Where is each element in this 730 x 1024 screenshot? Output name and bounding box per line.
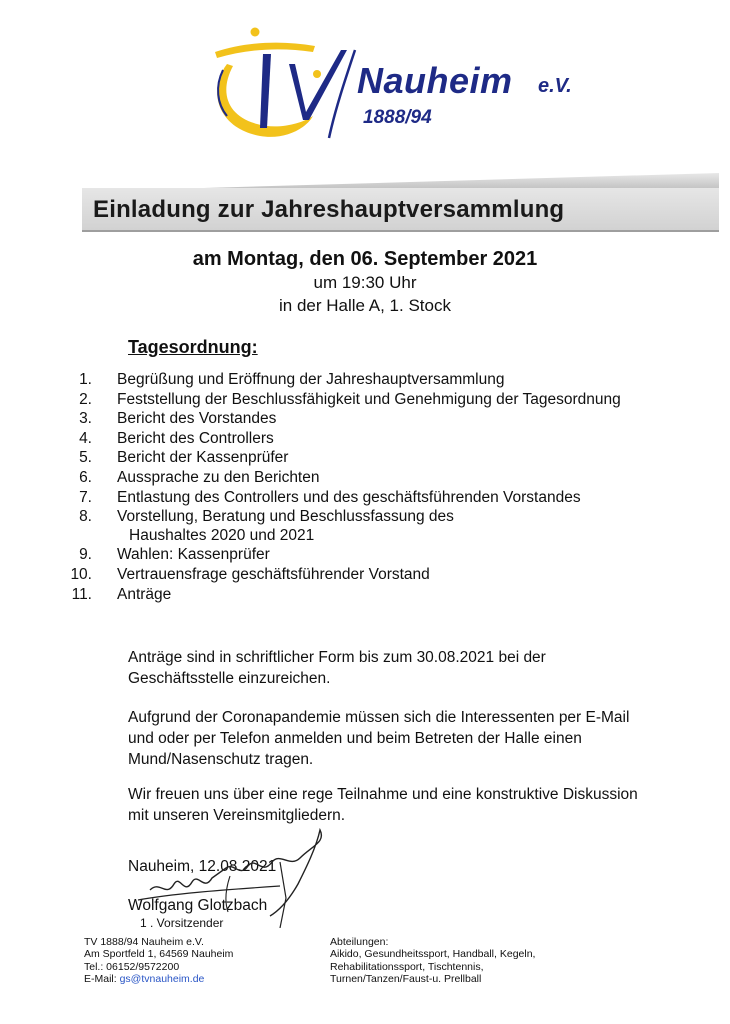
agenda-item-number: 7. <box>79 488 92 506</box>
signatory-name: Wolfgang Glotzbach <box>128 897 268 914</box>
departments-line: Turnen/Tanzen/Faust-u. Prellball <box>330 973 482 986</box>
agenda-item <box>0 469 730 489</box>
agenda-heading: Tagesordnung: <box>128 337 258 357</box>
logo-suffix: e.V. <box>538 75 572 97</box>
footer-email-link[interactable]: gs@tvnauheim.de <box>119 973 205 986</box>
agenda-item-number: 4. <box>79 429 92 447</box>
corona-paragraph <box>128 707 708 770</box>
agenda-item <box>0 449 730 469</box>
footer-contact <box>84 936 233 986</box>
footer-phone: Tel.: 06152/9572200 <box>84 960 180 973</box>
departments-heading: Abteilungen: <box>330 936 389 948</box>
footer-departments <box>330 936 535 986</box>
departments-line: Rehabilitationssport, Tischtennis, <box>330 960 484 973</box>
agenda-item-text: Haushaltes 2020 und 2021 <box>129 526 315 544</box>
agenda-item <box>0 489 730 509</box>
agenda-item-text: Vorstellung, Beratung und Beschlussfassung des <box>117 508 454 526</box>
paragraph-line: Geschäftsstelle einzureichen. <box>128 670 331 687</box>
footer-email-line <box>84 973 233 985</box>
agenda-item-text: Begrüßung und Eröffnung der Jahreshauptversammlung <box>117 371 505 388</box>
agenda-item-text: Feststellung der Beschlussfähigkeit und Genehmigung der Tagesordnung <box>117 390 621 408</box>
agenda-item <box>0 410 730 430</box>
agenda-item <box>0 586 730 606</box>
footer-org: TV 1888/94 Nauheim e.V. <box>84 936 204 948</box>
logo-year: 1888/94 <box>363 107 432 128</box>
paragraph-line: Mund/Nasenschutz tragen. <box>128 751 314 768</box>
agenda-item-text: Anträge <box>117 585 172 603</box>
footer-email-label: E-Mail: <box>84 973 120 986</box>
agenda-item-number: 3. <box>79 410 92 428</box>
agenda-item-number: 11. <box>71 585 92 603</box>
meeting-date: am Montag, den 06. September 2021 <box>192 248 538 270</box>
agenda-item-text: Bericht des Vorstandes <box>117 410 277 428</box>
agenda-list <box>0 371 730 605</box>
document-title: Einladung zur Jahreshauptversammlung <box>93 196 565 223</box>
paragraph-line: Anträge sind in schriftlicher Form bis zum 30.08.2021 bei der <box>128 649 546 666</box>
signature-place-date: Nauheim, 12.08.2021 <box>128 858 277 875</box>
agenda-item-number: 6. <box>79 468 92 486</box>
agenda-item <box>0 546 730 566</box>
departments-line: Aikido, Gesundheitssport, Handball, Kegeln, <box>330 948 536 961</box>
agenda-item <box>0 391 730 411</box>
agenda-item-text: Bericht des Controllers <box>117 429 274 447</box>
agenda-item-text: Bericht der Kassenprüfer <box>117 449 289 467</box>
agenda-item-number: 5. <box>79 449 92 467</box>
handwritten-signature-icon <box>130 828 350 928</box>
agenda-item-text: Wahlen: Kassenprüfer <box>117 546 270 564</box>
agenda-item <box>0 371 730 391</box>
paragraph-line: Wir freuen uns über eine rege Teilnahme und eine konstruktive Diskussion <box>128 786 638 803</box>
agenda-item-number: 8. <box>79 508 92 526</box>
meeting-time: um 19:30 Uhr <box>313 273 417 292</box>
agenda-item-text: Vertrauensfrage geschäftsführender Vorstand <box>117 565 430 583</box>
closing-paragraph <box>128 784 708 826</box>
paragraph-line: Aufgrund der Coronapandemie müssen sich die Interessenten per E-Mail <box>128 709 630 726</box>
paragraph-line: mit unseren Vereinsmitgliedern. <box>128 807 346 824</box>
deadline-paragraph <box>128 647 708 689</box>
agenda-item-number: 1. <box>79 371 92 388</box>
agenda-item-text: Entlastung des Controllers und des geschäftsführenden Vorstandes <box>117 488 581 506</box>
club-logo <box>205 20 625 150</box>
agenda-item <box>0 527 730 547</box>
agenda-item <box>0 566 730 586</box>
meeting-place: in der Halle A, 1. Stock <box>279 296 451 315</box>
agenda-item-number: 2. <box>79 390 92 408</box>
agenda-item-text: Aussprache zu den Berichten <box>117 468 320 486</box>
agenda-item-number: 9. <box>79 546 92 564</box>
signatory-role: 1 . Vorsitzender <box>140 916 224 930</box>
agenda-item <box>0 508 730 528</box>
footer-address: Am Sportfeld 1, 64569 Nauheim <box>84 948 234 961</box>
agenda-item-number: 10. <box>70 565 92 583</box>
logo-name: Nauheim <box>357 60 513 101</box>
agenda-item <box>0 430 730 450</box>
paragraph-line: und oder per Telefon anmelden und beim Betreten der Halle einen <box>128 730 582 747</box>
